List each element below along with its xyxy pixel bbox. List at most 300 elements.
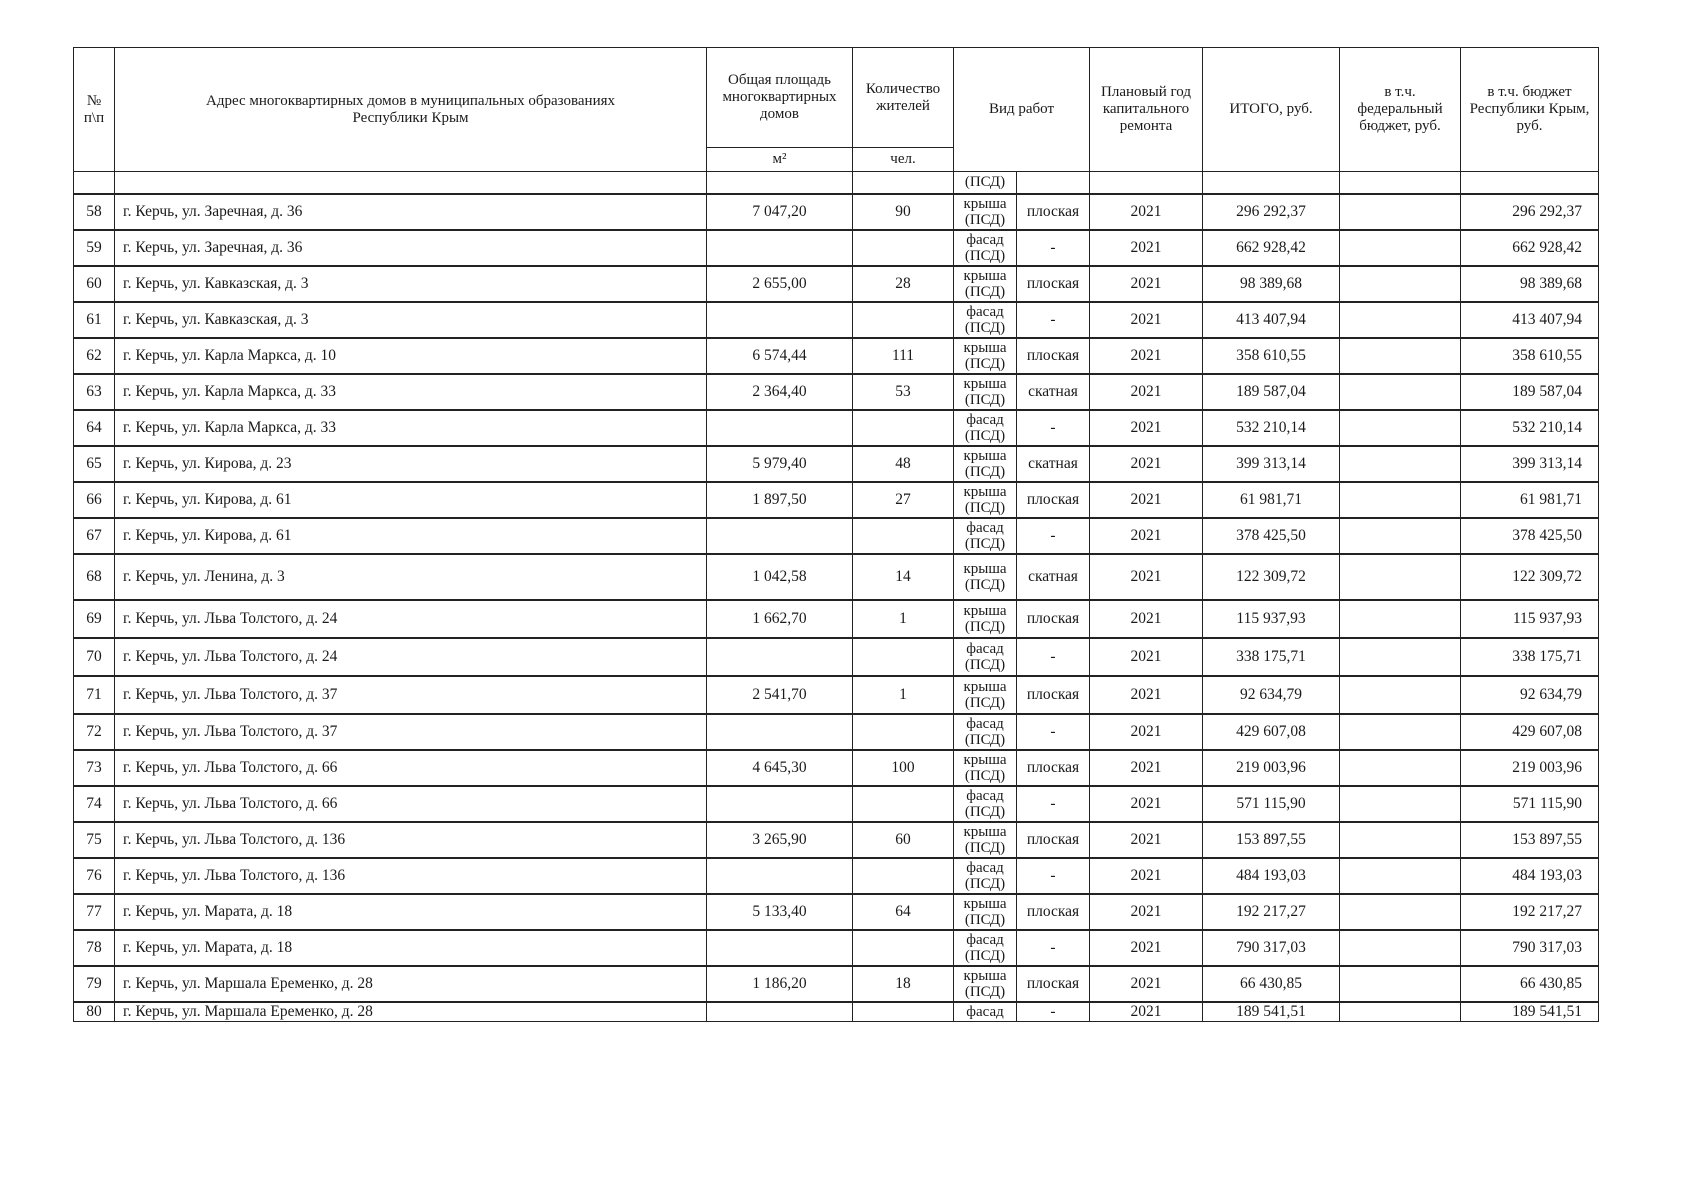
residents-cell: 60 [853,822,954,858]
residents-cell: 1 [853,676,954,714]
header-work-type: Вид работ [954,48,1090,172]
work-stage: (ПСД) [964,875,1006,892]
address-cell: г. Керчь, ул. Заречная, д. 36 [115,194,707,230]
republic-cell: 296 292,37 [1461,194,1599,230]
roof-type-cell: - [1017,410,1090,446]
total-cell: 358 610,55 [1203,338,1340,374]
unit-area: м² [707,148,853,172]
area-cell: 1 662,70 [707,600,853,638]
address-cell: г. Керчь, ул. Льва Толстого, д. 37 [115,714,707,750]
area-cell [707,1002,853,1022]
roof-type-cell: - [1017,302,1090,338]
work-stage: (ПСД) [964,463,1006,480]
work-stage: (ПСД) [964,355,1006,372]
work-object: фасад [966,1003,1004,1020]
year-cell: 2021 [1090,446,1203,482]
year-cell: 2021 [1090,554,1203,600]
table-row [74,750,1599,786]
area-cell: 2 364,40 [707,374,853,410]
num-cell: 67 [74,518,115,554]
work-object: фасад [966,859,1004,876]
work-stage: (ПСД) [964,839,1006,856]
roof-type-cell: плоская [1017,750,1090,786]
roof-type-cell: - [1017,858,1090,894]
republic-cell: 399 313,14 [1461,446,1599,482]
address-cell: г. Керчь, ул. Кирова, д. 61 [115,518,707,554]
area-cell: 1 042,58 [707,554,853,600]
table-row [74,676,1599,714]
republic-cell: 484 193,03 [1461,858,1599,894]
residents-cell [853,638,954,676]
work-type-cell [954,676,1017,714]
residents-cell [853,858,954,894]
area-cell [707,786,853,822]
roof-type-cell: скатная [1017,374,1090,410]
work-object: крыша [963,602,1007,619]
work-object: фасад [966,411,1004,428]
work-object: фасад [966,303,1004,320]
total-cell: 429 607,08 [1203,714,1340,750]
federal-cell [1340,822,1461,858]
residents-cell: 111 [853,338,954,374]
republic-cell: 61 981,71 [1461,482,1599,518]
table-row [74,482,1599,518]
address-cell: г. Керчь, ул. Маршала Еременко, д. 28 [115,1002,707,1022]
residents-cell: 48 [853,446,954,482]
work-type-cell [954,230,1017,266]
federal-cell [1340,554,1461,600]
roof-type-cell: - [1017,786,1090,822]
work-type-cell [954,894,1017,930]
republic-cell: 92 634,79 [1461,676,1599,714]
republic-cell: 98 389,68 [1461,266,1599,302]
num-cell: 71 [74,676,115,714]
num-cell: 63 [74,374,115,410]
residents-cell [853,1002,954,1022]
fragment-row [74,172,1599,194]
table-row [74,858,1599,894]
num-cell: 79 [74,966,115,1002]
year-cell: 2021 [1090,822,1203,858]
total-cell: 153 897,55 [1203,822,1340,858]
federal-cell [1340,230,1461,266]
work-type-cell [954,786,1017,822]
year-cell: 2021 [1090,858,1203,894]
republic-cell: 122 309,72 [1461,554,1599,600]
federal-cell [1340,786,1461,822]
republic-cell: 66 430,85 [1461,966,1599,1002]
republic-cell: 429 607,08 [1461,714,1599,750]
address-cell: г. Керчь, ул. Карла Маркса, д. 10 [115,338,707,374]
table-row [74,518,1599,554]
residents-cell: 27 [853,482,954,518]
work-type-cell [954,554,1017,600]
total-cell: 790 317,03 [1203,930,1340,966]
total-cell: 413 407,94 [1203,302,1340,338]
year-cell: 2021 [1090,518,1203,554]
year-cell: 2021 [1090,1002,1203,1022]
roof-type-cell: - [1017,638,1090,676]
federal-cell [1340,518,1461,554]
federal-cell [1340,750,1461,786]
work-object: крыша [963,967,1007,984]
residents-cell: 53 [853,374,954,410]
roof-type-cell: плоская [1017,966,1090,1002]
republic-cell: 532 210,14 [1461,410,1599,446]
work-stage: (ПСД) [964,803,1006,820]
work-object: фасад [966,640,1004,657]
area-cell: 1 897,50 [707,482,853,518]
address-cell: г. Керчь, ул. Льва Толстого, д. 24 [115,600,707,638]
work-stage: (ПСД) [964,767,1006,784]
area-cell: 1 186,20 [707,966,853,1002]
num-cell: 61 [74,302,115,338]
work-stage: (ПСД) [964,535,1006,552]
residents-cell [853,518,954,554]
federal-cell [1340,638,1461,676]
table-row [74,638,1599,676]
roof-type-cell: плоская [1017,482,1090,518]
table-row [74,1002,1599,1022]
header-total: ИТОГО, руб. [1203,48,1340,172]
address-cell: г. Керчь, ул. Льва Толстого, д. 37 [115,676,707,714]
work-object: крыша [963,375,1007,392]
area-cell: 2 655,00 [707,266,853,302]
work-type-cell [954,638,1017,676]
total-cell: 219 003,96 [1203,750,1340,786]
address-cell: г. Керчь, ул. Льва Толстого, д. 24 [115,638,707,676]
num-cell: 78 [74,930,115,966]
republic-cell: 378 425,50 [1461,518,1599,554]
year-cell: 2021 [1090,600,1203,638]
header-federal: в т.ч. федеральный бюджет, руб. [1340,48,1461,172]
total-cell: 115 937,93 [1203,600,1340,638]
total-cell: 484 193,03 [1203,858,1340,894]
work-stage: (ПСД) [964,911,1006,928]
year-cell: 2021 [1090,338,1203,374]
table-row [74,302,1599,338]
federal-cell [1340,858,1461,894]
work-object: крыша [963,195,1007,212]
table-row [74,194,1599,230]
total-cell: 571 115,90 [1203,786,1340,822]
residents-cell [853,230,954,266]
federal-cell [1340,194,1461,230]
total-cell: 98 389,68 [1203,266,1340,302]
work-object: фасад [966,715,1004,732]
address-cell: г. Керчь, ул. Марата, д. 18 [115,930,707,966]
federal-cell [1340,714,1461,750]
work-type-cell [954,410,1017,446]
total-cell: 92 634,79 [1203,676,1340,714]
total-cell: 296 292,37 [1203,194,1340,230]
work-type-cell [954,966,1017,1002]
num-cell: 59 [74,230,115,266]
document-sheet [73,47,1599,1022]
address-cell: г. Керчь, ул. Льва Толстого, д. 66 [115,786,707,822]
area-cell [707,930,853,966]
total-cell: 399 313,14 [1203,446,1340,482]
table-row [74,894,1599,930]
republic-cell: 115 937,93 [1461,600,1599,638]
federal-cell [1340,930,1461,966]
num-cell: 72 [74,714,115,750]
total-cell: 122 309,72 [1203,554,1340,600]
year-cell: 2021 [1090,374,1203,410]
federal-cell [1340,894,1461,930]
year-cell: 2021 [1090,230,1203,266]
header-area: Общая площадь многоквартирных домов [707,48,853,148]
num-cell: 80 [74,1002,115,1022]
republic-cell: 790 317,03 [1461,930,1599,966]
num-cell: 73 [74,750,115,786]
residents-cell [853,302,954,338]
republic-cell: 153 897,55 [1461,822,1599,858]
address-cell: г. Керчь, ул. Льва Толстого, д. 66 [115,750,707,786]
work-type-cell [954,482,1017,518]
work-type-cell [954,750,1017,786]
header-residents: Количество жителей [853,48,954,148]
roof-type-cell: - [1017,518,1090,554]
roof-type-cell: плоская [1017,266,1090,302]
num-cell: 75 [74,822,115,858]
work-type-cell [954,858,1017,894]
area-cell [707,302,853,338]
address-cell: г. Керчь, ул. Маршала Еременко, д. 28 [115,966,707,1002]
table-row [74,822,1599,858]
total-cell: 532 210,14 [1203,410,1340,446]
address-cell: г. Керчь, ул. Заречная, д. 36 [115,230,707,266]
roof-type-cell: - [1017,714,1090,750]
work-object: крыша [963,339,1007,356]
area-cell [707,410,853,446]
table-row [74,930,1599,966]
area-cell [707,858,853,894]
area-cell: 7 047,20 [707,194,853,230]
table-row [74,446,1599,482]
work-stage: (ПСД) [964,427,1006,444]
work-type-cell [954,374,1017,410]
header-num: № п\п [74,48,115,172]
roof-type-cell: плоская [1017,894,1090,930]
header-address: Адрес многоквартирных домов в муниципальных образованиях Республики Крым [115,48,707,172]
num-cell: 64 [74,410,115,446]
work-stage: (ПСД) [964,211,1006,228]
table-row [74,410,1599,446]
table-row [74,966,1599,1002]
year-cell: 2021 [1090,750,1203,786]
work-stage: (ПСД) [964,618,1006,635]
table-row [74,554,1599,600]
work-object: крыша [963,447,1007,464]
num-cell: 74 [74,786,115,822]
work-type-cell [954,518,1017,554]
federal-cell [1340,600,1461,638]
work-stage: (ПСД) [964,731,1006,748]
work-stage: (ПСД) [964,247,1006,264]
roof-type-cell: скатная [1017,446,1090,482]
residents-cell [853,930,954,966]
work-stage: (ПСД) [964,391,1006,408]
num-cell: 58 [74,194,115,230]
work-object: крыша [963,823,1007,840]
federal-cell [1340,482,1461,518]
year-cell: 2021 [1090,714,1203,750]
federal-cell [1340,374,1461,410]
work-object: фасад [966,931,1004,948]
work-type-cell [954,1002,1017,1022]
year-cell: 2021 [1090,302,1203,338]
header-row [74,48,1599,148]
num-cell: 62 [74,338,115,374]
address-cell: г. Керчь, ул. Кавказская, д. 3 [115,302,707,338]
num-cell: 68 [74,554,115,600]
republic-cell: 358 610,55 [1461,338,1599,374]
table-row [74,786,1599,822]
roof-type-cell: - [1017,930,1090,966]
area-cell: 2 541,70 [707,676,853,714]
num-cell: 69 [74,600,115,638]
area-cell [707,638,853,676]
residents-cell: 100 [853,750,954,786]
year-cell: 2021 [1090,410,1203,446]
area-cell: 4 645,30 [707,750,853,786]
area-cell [707,230,853,266]
federal-cell [1340,338,1461,374]
work-type-cell [954,930,1017,966]
roof-type-cell: скатная [1017,554,1090,600]
roof-type-cell: плоская [1017,194,1090,230]
work-stage: (ПСД) [964,694,1006,711]
federal-cell [1340,302,1461,338]
work-type-cell [954,194,1017,230]
num-cell: 76 [74,858,115,894]
work-stage: (ПСД) [964,499,1006,516]
residents-cell: 28 [853,266,954,302]
fragment-work: (ПСД) [954,172,1017,194]
federal-cell [1340,676,1461,714]
address-cell: г. Керчь, ул. Карла Маркса, д. 33 [115,410,707,446]
address-cell: г. Керчь, ул. Льва Толстого, д. 136 [115,858,707,894]
work-object: крыша [963,895,1007,912]
total-cell: 338 175,71 [1203,638,1340,676]
year-cell: 2021 [1090,266,1203,302]
work-stage: (ПСД) [964,576,1006,593]
residents-cell: 18 [853,966,954,1002]
republic-cell: 338 175,71 [1461,638,1599,676]
work-object: фасад [966,787,1004,804]
year-cell: 2021 [1090,894,1203,930]
work-type-cell [954,302,1017,338]
area-cell: 6 574,44 [707,338,853,374]
year-cell: 2021 [1090,786,1203,822]
area-cell [707,714,853,750]
year-cell: 2021 [1090,930,1203,966]
work-object: фасад [966,231,1004,248]
address-cell: г. Керчь, ул. Карла Маркса, д. 33 [115,374,707,410]
total-cell: 189 541,51 [1203,1002,1340,1022]
address-cell: г. Керчь, ул. Кирова, д. 61 [115,482,707,518]
residents-cell: 14 [853,554,954,600]
work-object: крыша [963,751,1007,768]
work-object: крыша [963,483,1007,500]
capital-repair-table [73,47,1599,1022]
area-cell: 5 133,40 [707,894,853,930]
num-cell: 60 [74,266,115,302]
republic-cell: 192 217,27 [1461,894,1599,930]
work-object: крыша [963,678,1007,695]
republic-cell: 571 115,90 [1461,786,1599,822]
table-row [74,600,1599,638]
work-object: крыша [963,560,1007,577]
republic-cell: 189 541,51 [1461,1002,1599,1022]
table-row [74,338,1599,374]
total-cell: 189 587,04 [1203,374,1340,410]
residents-cell: 1 [853,600,954,638]
residents-cell [853,786,954,822]
residents-cell: 90 [853,194,954,230]
address-cell: г. Керчь, ул. Льва Толстого, д. 136 [115,822,707,858]
total-cell: 192 217,27 [1203,894,1340,930]
federal-cell [1340,446,1461,482]
address-cell: г. Керчь, ул. Марата, д. 18 [115,894,707,930]
work-stage: (ПСД) [964,656,1006,673]
year-cell: 2021 [1090,194,1203,230]
work-type-cell [954,714,1017,750]
table-row [74,230,1599,266]
work-stage: (ПСД) [964,947,1006,964]
total-cell: 66 430,85 [1203,966,1340,1002]
table-row [74,374,1599,410]
federal-cell [1340,966,1461,1002]
year-cell: 2021 [1090,482,1203,518]
work-type-cell [954,446,1017,482]
republic-cell: 189 587,04 [1461,374,1599,410]
roof-type-cell: - [1017,1002,1090,1022]
table-row [74,266,1599,302]
residents-cell [853,410,954,446]
residents-cell: 64 [853,894,954,930]
work-type-cell [954,600,1017,638]
federal-cell [1340,410,1461,446]
work-type-cell [954,266,1017,302]
address-cell: г. Керчь, ул. Кирова, д. 23 [115,446,707,482]
roof-type-cell: - [1017,230,1090,266]
year-cell: 2021 [1090,638,1203,676]
table-row [74,714,1599,750]
work-type-cell [954,338,1017,374]
header-republic: в т.ч. бюджет Республики Крым, руб. [1461,48,1599,172]
work-type-cell [954,822,1017,858]
num-cell: 70 [74,638,115,676]
address-cell: г. Керчь, ул. Ленина, д. 3 [115,554,707,600]
roof-type-cell: плоская [1017,338,1090,374]
header-year: Плановый год капитального ремонта [1090,48,1203,172]
work-object: фасад [966,519,1004,536]
republic-cell: 413 407,94 [1461,302,1599,338]
residents-cell [853,714,954,750]
work-stage: (ПСД) [964,983,1006,1000]
federal-cell [1340,1002,1461,1022]
year-cell: 2021 [1090,966,1203,1002]
work-stage: (ПСД) [964,283,1006,300]
roof-type-cell: плоская [1017,676,1090,714]
federal-cell [1340,266,1461,302]
work-object: крыша [963,267,1007,284]
roof-type-cell: плоская [1017,600,1090,638]
work-stage: (ПСД) [964,319,1006,336]
republic-cell: 662 928,42 [1461,230,1599,266]
